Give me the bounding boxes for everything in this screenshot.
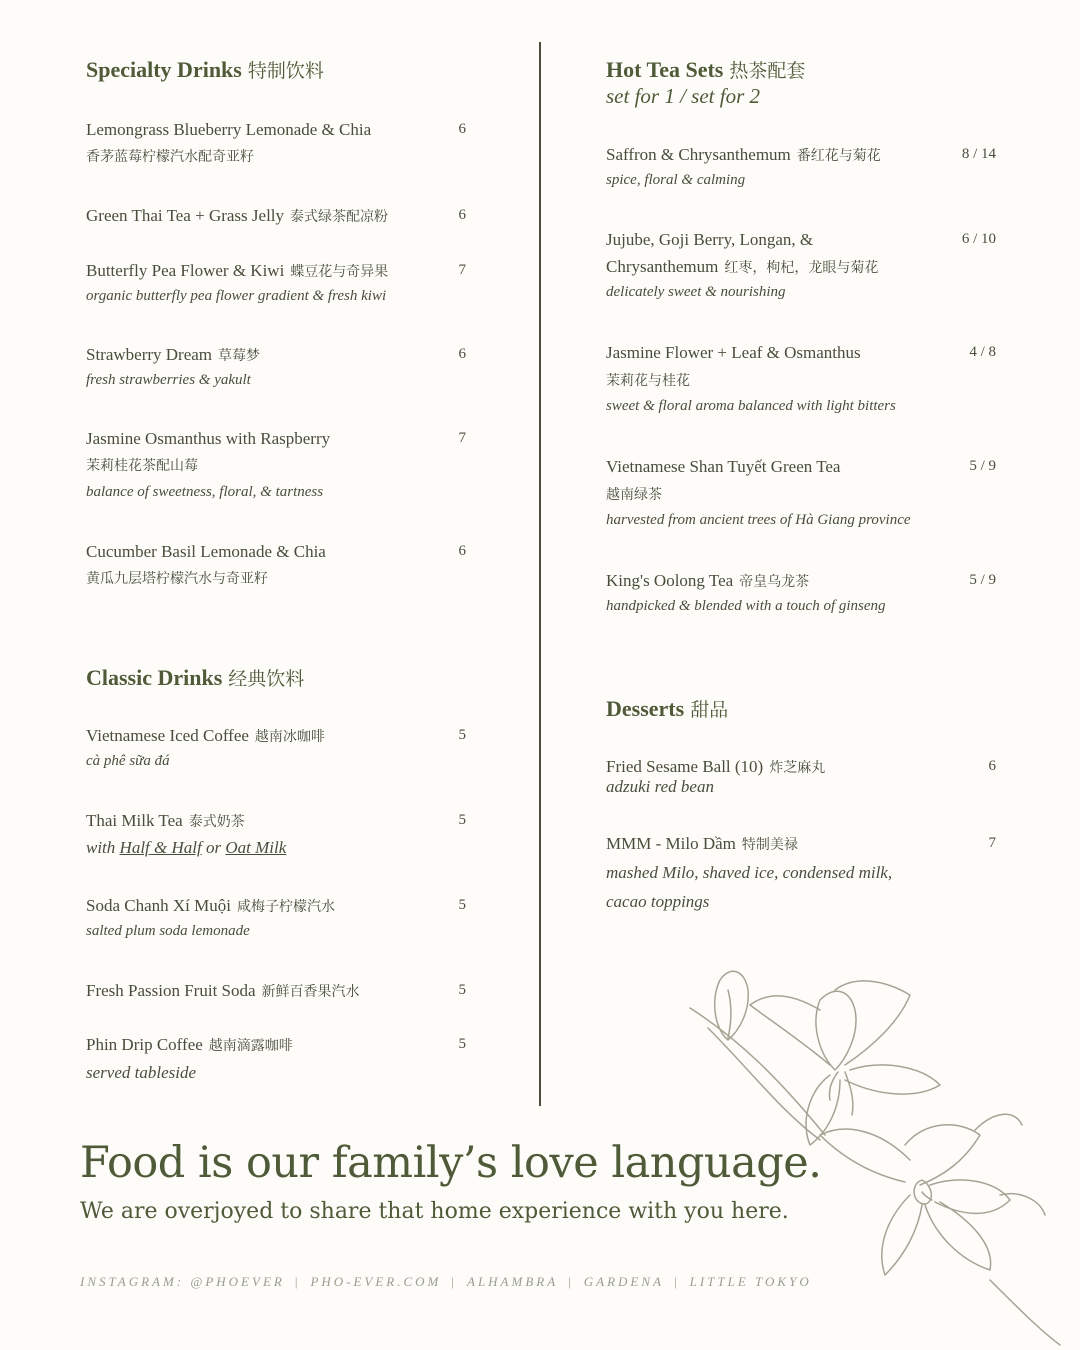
item-name-zh: 黄瓜九层塔柠檬汽水与奇亚籽 xyxy=(86,571,268,587)
menu-item xyxy=(86,811,470,871)
item-name: Jasmine Osmanthus with Raspberry xyxy=(86,429,331,448)
item-name: Cucumber Basil Lemonade & Chia xyxy=(86,542,326,561)
column-divider xyxy=(539,42,541,1106)
menu-item xyxy=(86,726,470,786)
item-name: Phin Drip Coffee xyxy=(86,1035,203,1054)
item-description: harvested from ancient trees of Hà Giang province xyxy=(606,512,911,528)
item-name: Soda Chanh Xí Muội xyxy=(86,896,231,915)
footer-separator: | xyxy=(673,1274,680,1289)
item-name: Fried Sesame Ball (10) xyxy=(606,757,764,776)
item-name-zh: 泰式绿茶配凉粉 xyxy=(290,209,389,225)
item-name: King's Oolong Tea xyxy=(606,571,734,590)
item-price: 6 xyxy=(458,543,466,559)
tagline: Food is our family’s love language. xyxy=(80,1138,822,1188)
footer-separator: | xyxy=(451,1274,457,1289)
footer-instagram-link[interactable]: INSTAGRAM: @PHOEVER xyxy=(80,1274,285,1289)
item-description: with Half & Half or Oat Milk xyxy=(86,838,287,857)
item-name-zh: 炸芝麻丸 xyxy=(769,760,826,776)
item-name-zh: 红枣，枸杞，龙眼与菊花 xyxy=(724,260,879,276)
item-name: Vietnamese Shan Tuyết Green Tea xyxy=(606,457,841,476)
item-price: 6 xyxy=(458,207,466,223)
item-price: 8 / 14 xyxy=(961,146,996,162)
item-price: 7 xyxy=(988,835,996,851)
item-name-zh: 特制美禄 xyxy=(741,837,798,853)
item-description: organic butterfly pea flower gradient & fresh kiwi xyxy=(86,288,387,304)
item-description: fresh strawberries & yakult xyxy=(86,372,251,388)
item-price: 5 xyxy=(458,1036,466,1052)
item-description: salted plum soda lemonade xyxy=(86,923,250,939)
item-price: 6 xyxy=(458,346,466,362)
menu-item xyxy=(606,757,996,802)
section-subtitle: set for 1 / set for 2 xyxy=(606,84,761,108)
footer-separator: | xyxy=(294,1274,301,1289)
option-oat-milk: Oat Milk xyxy=(225,838,287,857)
item-price: 7 xyxy=(458,430,466,446)
footer-separator: | xyxy=(568,1274,574,1289)
item-name: Butterfly Pea Flower & Kiwi xyxy=(86,261,285,280)
footer-location-alhambra[interactable]: ALHAMBRA xyxy=(467,1274,559,1289)
item-description: spice, floral & calming xyxy=(606,172,746,188)
item-price: 5 xyxy=(458,812,466,828)
item-price: 5 xyxy=(458,982,466,998)
item-name-zh: 越南绿茶 xyxy=(606,487,662,503)
item-name-zh: 蝶豆花与奇异果 xyxy=(290,264,389,280)
item-price: 5 xyxy=(458,727,466,743)
item-name-zh: 香茅蓝莓柠檬汽水配奇亚籽 xyxy=(86,149,254,165)
item-name: Jujube, Goji Berry, Longan, & xyxy=(606,230,814,249)
item-name-zh: 茉莉花与桂花 xyxy=(606,373,690,389)
item-name-zh: 帝皇乌龙茶 xyxy=(739,574,810,590)
menu-item xyxy=(606,457,996,542)
menu-item xyxy=(86,261,470,321)
item-name-zh: 番红花与菊花 xyxy=(796,148,881,164)
item-description: sweet & floral aroma balanced with light bitters xyxy=(606,398,896,414)
item-description-cont: cacao toppings xyxy=(606,892,710,911)
menu-item xyxy=(606,834,996,919)
menu-item xyxy=(86,542,470,602)
item-name: Vietnamese Iced Coffee xyxy=(86,726,249,745)
section-title-classic: Classic Drinks 经典饮料 xyxy=(86,665,305,690)
menu-item xyxy=(86,345,470,405)
menu-item xyxy=(606,343,996,428)
menu-item xyxy=(86,1035,470,1095)
item-description: cà phê sữa đá xyxy=(86,753,170,769)
footer-website-link[interactable]: PHO-EVER.COM xyxy=(310,1274,442,1289)
item-price: 6 xyxy=(988,758,996,774)
item-price: 5 / 9 xyxy=(969,572,996,588)
menu-item xyxy=(86,429,470,514)
footer-links xyxy=(80,1274,812,1290)
item-name-cont: Chrysanthemum xyxy=(606,257,719,276)
item-name: Saffron & Chrysanthemum xyxy=(606,145,791,164)
item-name-zh: 泰式奶茶 xyxy=(188,814,245,830)
item-description: served tableside xyxy=(86,1063,196,1082)
footer-location-gardena[interactable]: GARDENA xyxy=(583,1274,664,1289)
item-name-zh: 新鲜百香果汽水 xyxy=(261,984,360,1000)
item-name-zh: 越南冰咖啡 xyxy=(254,729,325,745)
item-name-zh: 茉莉桂花茶配山莓 xyxy=(86,458,198,474)
section-title-hot-tea: Hot Tea Sets 热茶配套 xyxy=(606,57,806,82)
item-name-zh: 越南滴露咖啡 xyxy=(208,1038,293,1054)
footer-location-little-tokyo[interactable]: LITTLE TOKYO xyxy=(689,1274,812,1289)
item-name: MMM - Milo Dầm xyxy=(606,834,736,853)
item-description: adzuki red bean xyxy=(606,777,714,796)
item-description: balance of sweetness, floral, & tartness xyxy=(86,484,324,500)
item-name-zh: 咸梅子柠檬汽水 xyxy=(236,899,335,915)
item-price: 6 xyxy=(458,121,466,137)
item-price: 7 xyxy=(458,262,466,278)
item-name-zh: 草莓梦 xyxy=(218,348,261,364)
item-description: handpicked & blended with a touch of ginseng xyxy=(606,598,886,614)
option-half-and-half: Half & Half xyxy=(119,838,202,857)
menu-item xyxy=(86,981,470,1011)
item-description: mashed Milo, shaved ice, condensed milk, xyxy=(606,863,893,882)
menu-item xyxy=(606,230,996,315)
section-title-desserts: Desserts 甜品 xyxy=(606,696,729,721)
item-description: delicately sweet & nourishing xyxy=(606,284,786,300)
item-price: 5 xyxy=(458,897,466,913)
sub-tagline: We are overjoyed to share that home experience with you here. xyxy=(80,1199,789,1224)
menu-item xyxy=(606,145,996,205)
item-name: Lemongrass Blueberry Lemonade & Chia xyxy=(86,120,372,139)
menu-item xyxy=(86,896,470,956)
item-name: Thai Milk Tea xyxy=(86,811,183,830)
item-name: Fresh Passion Fruit Soda xyxy=(86,981,256,1000)
item-price: 6 / 10 xyxy=(961,231,996,247)
item-price: 5 / 9 xyxy=(969,458,996,474)
menu-item xyxy=(86,206,470,236)
menu-item xyxy=(86,120,470,180)
menu-item xyxy=(606,571,996,631)
item-name: Strawberry Dream xyxy=(86,345,213,364)
item-name: Green Thai Tea + Grass Jelly xyxy=(86,206,285,225)
section-title-specialty: Specialty Drinks 特制饮料 xyxy=(86,57,324,82)
item-price: 4 / 8 xyxy=(969,344,996,360)
item-name: Jasmine Flower + Leaf & Osmanthus xyxy=(606,343,861,362)
